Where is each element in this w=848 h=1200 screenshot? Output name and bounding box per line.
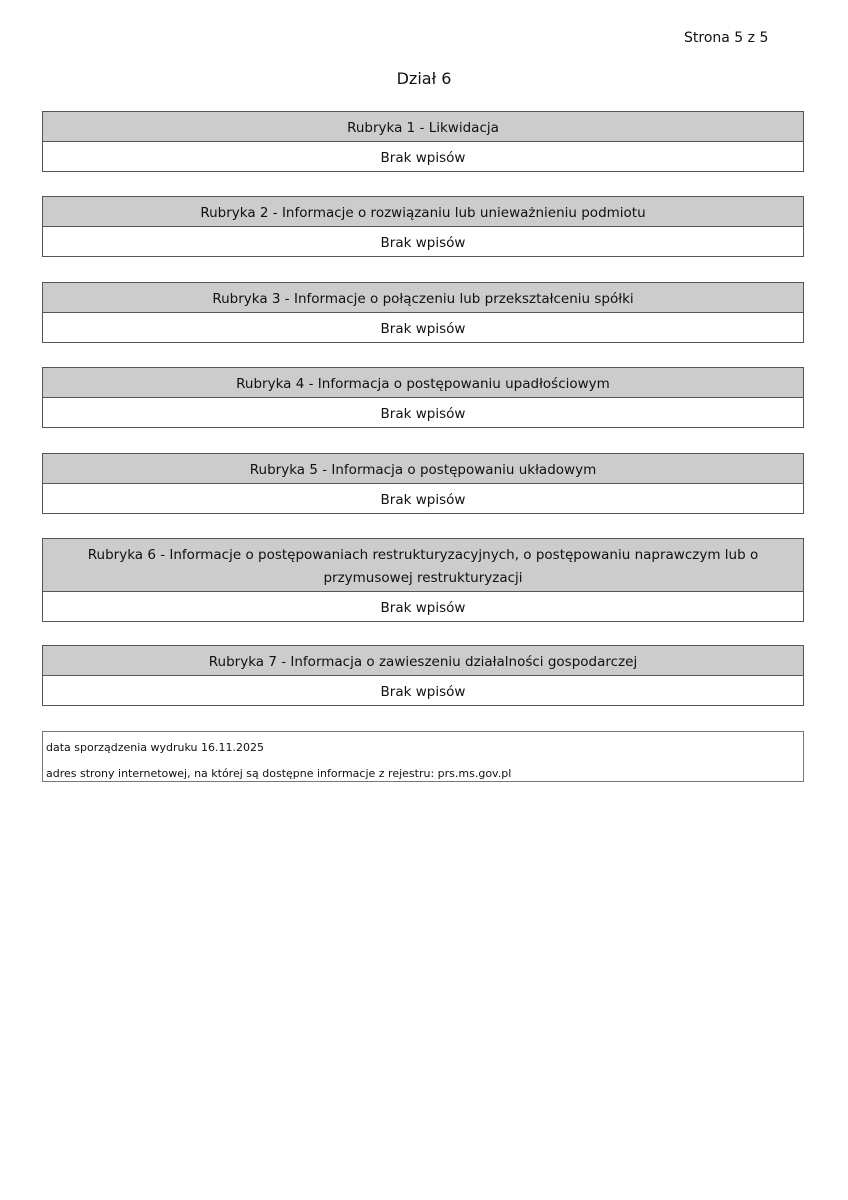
rubric-header: Rubryka 1 - Likwidacja bbox=[43, 112, 803, 142]
rubric-header: Rubryka 7 - Informacja o zawieszeniu działalności gospodarczej bbox=[43, 646, 803, 676]
rubric-header: Rubryka 3 - Informacje o połączeniu lub przekształceniu spółki bbox=[43, 283, 803, 313]
rubric-body: Brak wpisów bbox=[43, 313, 803, 342]
print-info-box bbox=[42, 731, 804, 782]
rubric-body: Brak wpisów bbox=[43, 398, 803, 427]
rubric-4 bbox=[42, 367, 804, 428]
rubric-header: Rubryka 5 - Informacja o postępowaniu układowym bbox=[43, 454, 803, 484]
rubric-body: Brak wpisów bbox=[43, 227, 803, 256]
rubric-body: Brak wpisów bbox=[43, 592, 803, 621]
rubric-3 bbox=[42, 282, 804, 343]
section-title: Dział 6 bbox=[396, 69, 452, 88]
rubric-2 bbox=[42, 196, 804, 257]
rubric-6 bbox=[42, 538, 804, 622]
rubric-7 bbox=[42, 645, 804, 706]
rubric-header: Rubryka 4 - Informacja o postępowaniu upadłościowym bbox=[43, 368, 803, 398]
rubric-5 bbox=[42, 453, 804, 514]
rubric-body: Brak wpisów bbox=[43, 484, 803, 513]
print-date: data sporządzenia wydruku 16.11.2025 bbox=[46, 741, 265, 754]
rubric-body: Brak wpisów bbox=[43, 676, 803, 705]
rubric-header: Rubryka 2 - Informacje o rozwiązaniu lub unieważnieniu podmiotu bbox=[43, 197, 803, 227]
registry-website: adres strony internetowej, na której są dostępne informacje z rejestru: prs.ms.gov.pl bbox=[46, 767, 512, 780]
page-number: Strona 5 z 5 bbox=[684, 30, 769, 46]
rubric-body: Brak wpisów bbox=[43, 142, 803, 171]
rubric-1 bbox=[42, 111, 804, 172]
rubric-header: Rubryka 6 - Informacje o postępowaniach restrukturyzacyjnych, o postępowaniu naprawczym lub o przymusowej restrukturyzacji bbox=[43, 539, 803, 592]
